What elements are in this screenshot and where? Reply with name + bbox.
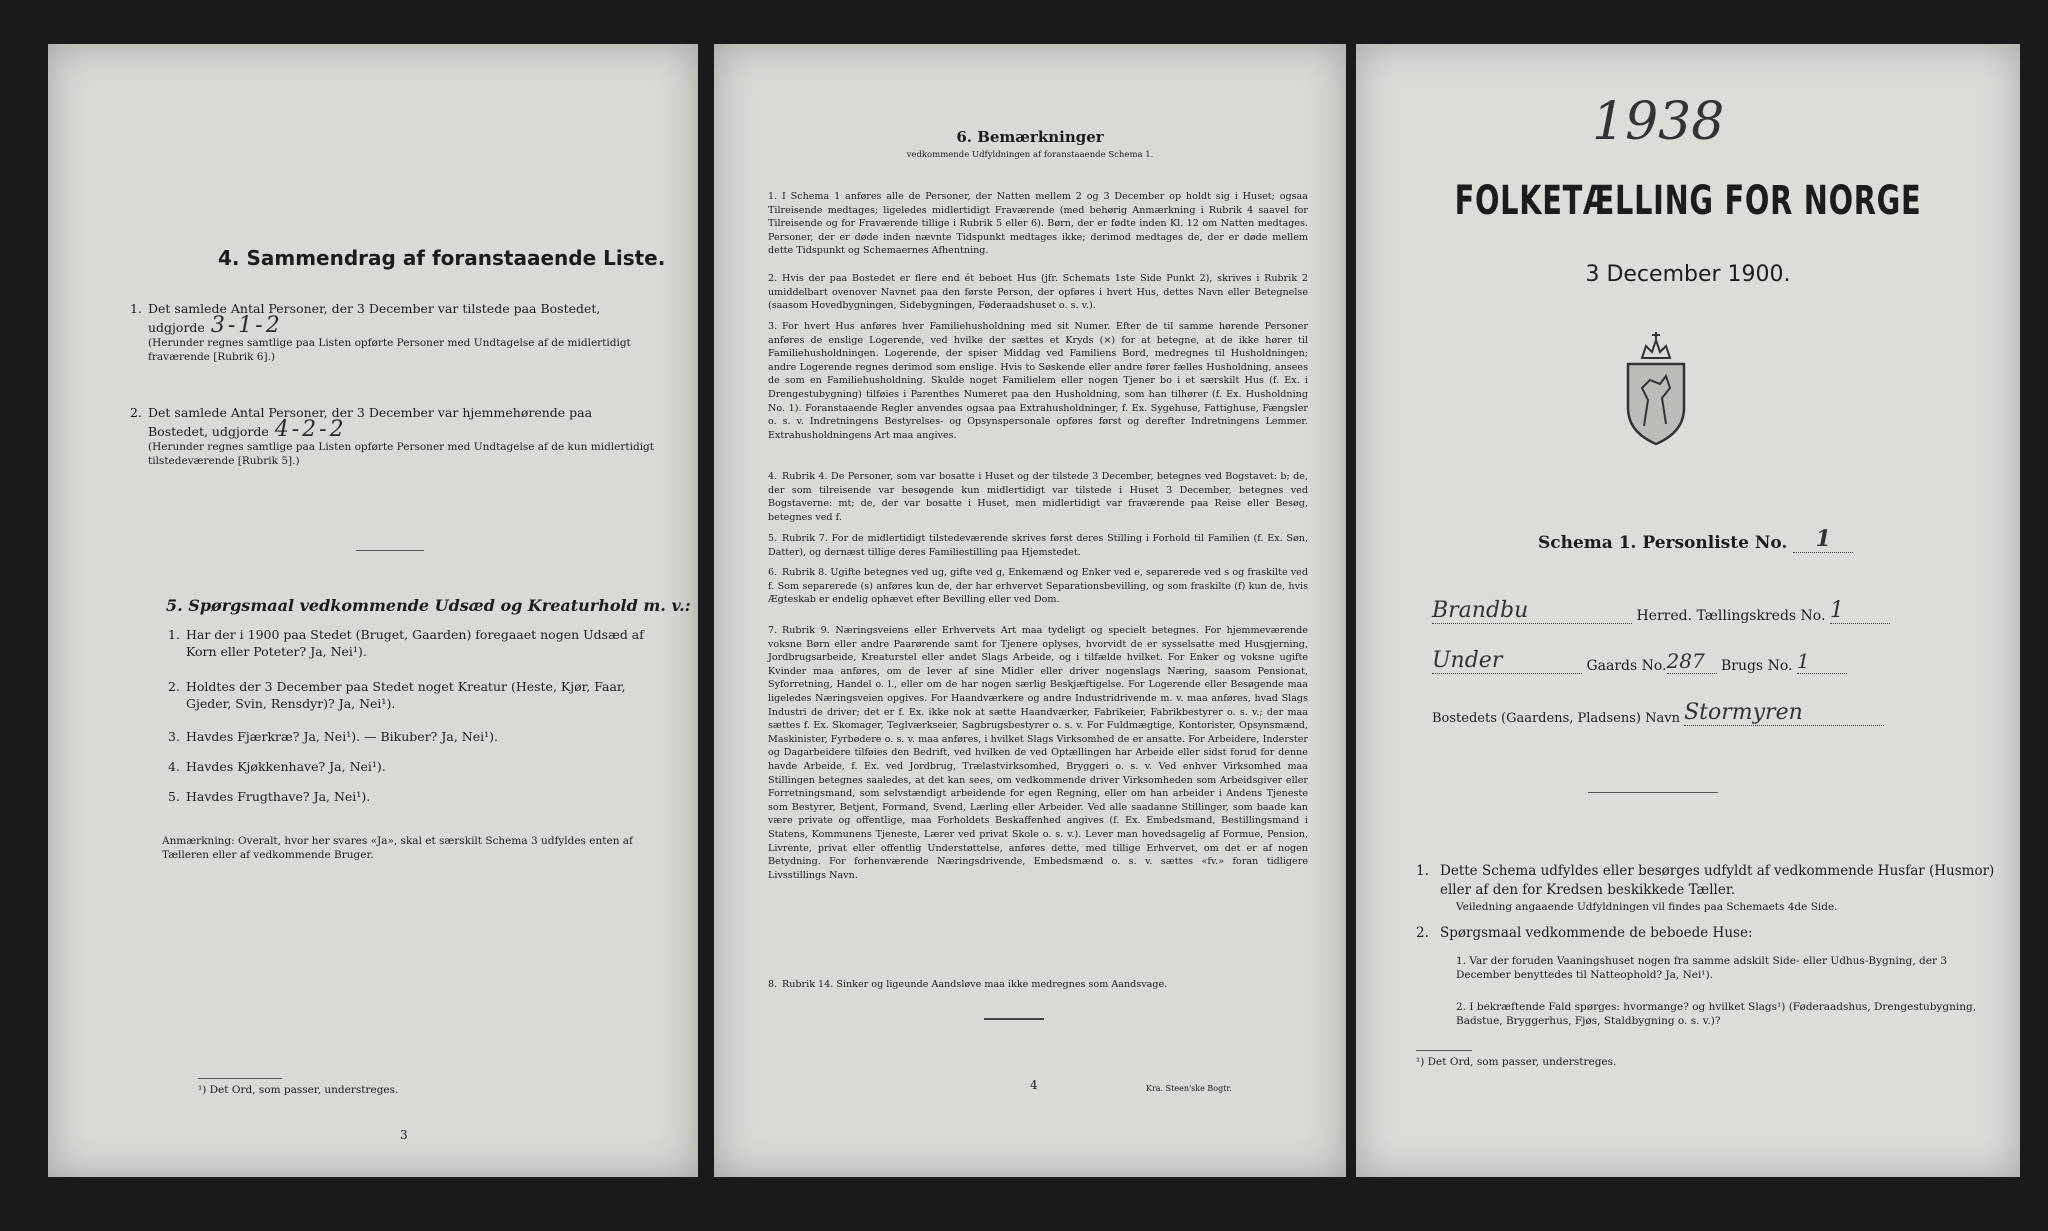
- question-2-line2: [148, 417, 660, 442]
- s5-question-2-number: 2.: [168, 679, 180, 694]
- divider: [356, 550, 424, 551]
- s5-question-3: [168, 728, 668, 745]
- remark-6-text: Rubrik 8. Ugifte betegnes ved ug, gifte ved g, Enkemænd og Enker ved e, separerede ved s og fraskilte ved f. Som separerede (s) anføres kun de, der har erhvervet Separationsbevilling, og som fraskilte (f) kun de, hvis Ægteskab er endelig ophævet efter Bevilling eller ved Dom.: [768, 567, 1308, 606]
- instruction-1: [1416, 862, 1996, 914]
- question-2-text: Det samlede Antal Personer, der 3 December var hjemmehørende paa: [148, 405, 593, 420]
- remark-2-text: Hvis der paa Bostedet er flere end ét beboet Hus (jfr. Schemats 1ste Side Punkt 2), skrives i Rubrik 2 umiddelbart ovenover Navnet paa den første Person, der opføres i hvert Hus, dettes Navn eller Betegnelse (saasom Hovedbygningen, Sidebygningen, Føderaadshuset o. s. v.).: [768, 273, 1308, 312]
- question-2-label: Bostedet, udgjorde: [148, 424, 269, 439]
- annotation-note: Anmærkning: Overalt, hvor her svares «Ja», skal et særskilt Schema 3 udfyldes enten af Tælleren eller af vedkommende Bruger.: [162, 835, 633, 861]
- remark-4-text: Rubrik 4. De Personer, som var bosatte i Huset og der tilstede 3 December, betegnes ved Bogstavet: b; de, der som tilreisende var besøgende kun midlertidigt var tilstede i Huset 3 December, betegnes ved Bogstaverne: mt; de, der var bosatte i Huset, men midlertidigt var fraværende paa Reise eller Besøg, betegnes ved f.: [768, 471, 1308, 523]
- instruction-2-text: Spørgsmaal vedkommende de beboede Huse:: [1440, 925, 1753, 941]
- instruction-1-text: Dette Schema udfyldes eller besørges udfyldt af vedkommende Husfar (Husmor) eller af den for Kredsen beskikkede Tæller.: [1440, 863, 1995, 898]
- remark-8-number: 8.: [768, 979, 778, 990]
- remark-1: [768, 190, 1308, 258]
- schema-heading: [1538, 526, 1853, 553]
- remark-6-number: 6.: [768, 567, 778, 578]
- s5-question-3-number: 3.: [168, 729, 180, 744]
- s5-question-4-text: Havdes Kjøkkenhave? Ja, Nei¹).: [186, 759, 386, 774]
- instruction-1-number: 1.: [1416, 863, 1429, 879]
- remark-8-text: Rubrik 14. Sinker og ligeunde Aandsløve maa ikke medregnes som Aandsvage.: [782, 979, 1168, 990]
- question-1-text: Det samlede Antal Personer, der 3 December var tilstede paa Bostedet,: [148, 301, 601, 316]
- page-1-cover: [1356, 44, 2020, 1177]
- s5-question-4: [168, 758, 668, 775]
- instruction-2: [1416, 924, 1996, 943]
- remark-6: [768, 566, 1308, 607]
- question-1-answer: 3-1-2: [210, 313, 283, 338]
- question-2-note: (Herunder regnes samtlige paa Listen opførte Personer med Undtagelse af de kun midlertidigt tilstedeværende [Rubrik 5].): [148, 441, 654, 467]
- question-1-number: 1.: [130, 301, 142, 316]
- page-3: [48, 44, 698, 1177]
- gaards-label: Gaards No.: [1586, 658, 1667, 674]
- s5-question-5-text: Havdes Frugthave? Ja, Nei¹).: [186, 789, 371, 804]
- census-title: FOLKETÆLLING FOR NORGE: [1454, 178, 1922, 224]
- under-value: Under: [1432, 648, 1582, 674]
- instruction-2-2: 2. I bekræftende Fald spørges: hvormange? og hvilket Slags¹) (Føderaadshus, Drengestubygning, Badstue, Bryggerhus, Fjøs, Staldbygning o. s. v.)?: [1456, 1001, 1977, 1027]
- page-4: [714, 44, 1346, 1177]
- remark-1-number: 1.: [768, 191, 778, 202]
- gaards-row: [1432, 648, 1847, 674]
- bosted-value: Stormyren: [1684, 700, 1884, 726]
- question-2-answer: 4-2-2: [274, 417, 347, 442]
- s5-question-1-number: 1.: [168, 627, 180, 642]
- footnote: ¹) Det Ord, som passer, understreges.: [1416, 1056, 1617, 1068]
- page-number: 4: [1030, 1078, 1038, 1092]
- remark-5-text: Rubrik 7. For de midlertidigt tilstedeværende skrives først deres Stilling i Forhold til Familien (f. Ex. Søn, Datter), og dernæst tillige deres Familiestilling paa Hjemstedet.: [768, 533, 1308, 558]
- question-1-line2: [148, 313, 660, 338]
- question-1-note: (Herunder regnes samtlige paa Listen opførte Personer med Undtagelse af de midlertidigt fraværende [Rubrik 6].): [148, 337, 631, 363]
- norwegian-coat-of-arms-icon: [1620, 328, 1692, 448]
- question-1: [130, 300, 660, 364]
- schema-label: Schema 1. Personliste No.: [1538, 533, 1788, 553]
- census-date: 3 December 1900.: [1585, 262, 1791, 287]
- remark-3-text: For hvert Hus anføres hver Familiehusholdning med sit Numer. Efter de til samme hørende Personer anføres de enslige Logerende, ved hvilke der sættes et Kryds (×) for at betegne, at de ikke hører til Familiehusholdningen. Logerende, der spiser Middag ved Familiens Bord, medregnes til Husholdningen; andre Logerende regnes derimod som enslige. Hvis to Søskende eller andre fører fælles Husholdning, ansees de som en Familiehusholdning. Skulde noget Familielem eller nogen Tjener bo i et særskilt Hus (f. Ex. i Drengestubygning) tilføies i Parenthes Numeret paa den Husholdning, som han tilhører (f. Ex. Husholdning No. 1). Foranstaaende Regler anvendes ogsaa paa Extrahusholdninger, f. Ex. Sygehuse, Fattighuse, Fængsler o. s. v. Indretningens Bestyrelses- og Opsynspersonale opføres først og derefter Indretningens Lemmer. Extrahusholdningens Art maa angives.: [768, 321, 1308, 441]
- herred-row: [1432, 598, 1890, 624]
- s5-question-2: [168, 678, 668, 712]
- footnote-rule: [198, 1078, 282, 1079]
- question-2-number: 2.: [130, 405, 142, 420]
- divider: [984, 1018, 1044, 1020]
- remark-7-number: 7.: [768, 625, 778, 636]
- remark-7-text: Rubrik 9. Næringsveiens eller Erhvervets Art maa tydeligt og specielt betegnes. For hjemmeværende voksne Børn eller andre Paarørende samt for Tjenere oplyses, hvorvidt de er sysselsatte med Husgjerning, Jordbrugsarbeide, Kreaturstel eller andet Slags Arbeide, og i tilfælde hvilket. For Enker og voksne ugifte Kvinder maa anføres, om de lever af sine Midler eller driver nogenslags Næring, saasom Pensionat, Syforretning, Handel o. l., eller om de har nogen særlig Beskjæftigelse. For Logerende eller Besøgende maa ligeledes Næringsveien opgives. For Haandværkere og andre Industridrivende m. v. maa anføres, hvad Slags Industri de driver; det er f. Ex. ikke nok at sætte Haandværker, Fabrikeier, Fabrikbestyrer o. s. v.; der maa sættes f. Ex. Skomager, Teglværkseier, Sagbrugsbestyrer o. s. v. For Fuldmægtige, Kontorister, Opsynsmænd, Maskinister, Fyrbødere o. s. v. maa anføres, i hvilket Slags Virksomhed de er ansatte. For Arbeidere, Inderster og Dagarbeidere tilføies den Bedrift, ved hvilken de ved Optællingen har Arbeide eller sidst forud for denne havde Arbeide, f. Ex. ved Jordbrug, Trælastvirksomhed, Bryggeri o. s. v. Ved enhver Virksomhed maa Stillingen betegnes saaledes, at det kan sees, om vedkommende driver Virksomheden som Arbeidsgiver eller Forretningsmand, som selvstændigt arbeidende for egen Regning, eller om han arbeider i Andens Tjeneste som Bestyrer, Betjent, Formand, Svend, Lærling eller Arbeider. Ved alle saadanne Stillinger, som baade kan være private og offentlige, maa Forholdets Beskaffenhed angives (f. Ex. Embedsmand, Bestillingsmand i Statens, Kommunens Tjeneste, Lærer ved privat Skole o. s. v.). Lever man hovedsagelig af Formue, Pension, Livrente, privat eller offentlig Understøttelse, anføres dette, med tillige Erhvervet, om det er af nogen Betydning. For forhenværende Næringsdrivende, Embedsmænd o. s. v. sættes «fv.» foran tidligere Livsstillings Navn.: [768, 625, 1308, 881]
- s5-question-1-text: Har der i 1900 paa Stedet (Bruget, Gaarden) foregaaet nogen Udsæd af Korn eller Poteter? Ja, Nei¹).: [186, 627, 644, 659]
- taellingskreds-value: 1: [1830, 598, 1890, 624]
- section-4-title: 4. Sammendrag af foranstaaende Liste.: [218, 246, 666, 270]
- remarks-title: 6. Bemærkninger: [956, 128, 1104, 146]
- question-1-label: udgjorde: [148, 320, 205, 335]
- brugs-label: Brugs No.: [1720, 658, 1793, 674]
- remark-3: [768, 320, 1308, 442]
- bosted-label: Bostedets (Gaardens, Pladsens) Navn: [1432, 711, 1680, 726]
- instruction-1-note: Veiledning angaaende Udfyldningen vil findes paa Schemaets 4de Side.: [1456, 901, 1838, 913]
- section-5-title: 5. Spørgsmaal vedkommende Udsæd og Kreaturhold m. v.:: [166, 596, 691, 615]
- personliste-number: 1: [1793, 526, 1853, 553]
- remark-2: [768, 272, 1308, 313]
- remark-7: [768, 624, 1308, 882]
- remark-3-number: 3.: [768, 321, 778, 332]
- gaards-value: 287: [1667, 649, 1717, 674]
- bosted-row: [1432, 700, 1884, 726]
- taellingskreds-label: Tællingskreds No.: [1696, 608, 1826, 624]
- printer-mark: Kra. Steen'ske Bogtr.: [1146, 1084, 1232, 1093]
- remark-4-number: 4.: [768, 471, 778, 482]
- s5-question-2-text: Holdtes der 3 December paa Stedet noget Kreatur (Heste, Kjør, Faar, Gjeder, Svin, Rensdyr)? Ja, Nei¹).: [186, 679, 626, 711]
- remark-1-text: I Schema 1 anføres alle de Personer, der Natten mellem 2 og 3 December op holdt sig i Huset; ogsaa Tilreisende medtages; ligeledes midlertidigt Fraværende (med behørig Anmærkning i Rubrik 4 saavel for Tilreisende og for Fraværende tillige i Rubrik 5 eller 6). Børn, der er fødte inden Kl. 12 om Natten medtages. Personer, der er døde inden nævnte Tidspunkt medtages ikke; derimod medtages de, der er døde mellem dette Tidspunkt og Schemaernes Afhentning.: [768, 191, 1308, 257]
- remark-5-number: 5.: [768, 533, 778, 544]
- s5-question-5: [168, 788, 668, 805]
- ornament-divider: [1588, 792, 1718, 793]
- s5-question-4-number: 4.: [168, 759, 180, 774]
- remark-4: [768, 470, 1308, 524]
- remark-8: [768, 978, 1308, 992]
- remarks-subtitle: vedkommende Udfyldningen af foranstaaende Schema 1.: [906, 150, 1154, 160]
- herred-label: Herred.: [1636, 608, 1693, 624]
- question-2: [130, 404, 660, 468]
- herred-value: Brandbu: [1432, 598, 1632, 624]
- s5-question-3-text: Havdes Fjærkræ? Ja, Nei¹). — Bikuber? Ja, Nei¹).: [186, 729, 498, 744]
- footnote: ¹) Det Ord, som passer, understreges.: [198, 1084, 399, 1096]
- remark-5: [768, 532, 1308, 559]
- remark-2-number: 2.: [768, 273, 778, 284]
- s5-question-1: [168, 626, 668, 660]
- page-number: 3: [400, 1128, 408, 1142]
- footnote-rule: [1416, 1050, 1472, 1051]
- instruction-2-1: 1. Var der foruden Vaaningshuset nogen fra samme adskilt Side- eller Udhus-Bygning, der 3 December benyttedes til Natteophold? Ja, Nei¹).: [1456, 955, 1947, 981]
- s5-question-5-number: 5.: [168, 789, 180, 804]
- instruction-2-number: 2.: [1416, 925, 1429, 941]
- brugs-value: 1: [1797, 649, 1847, 674]
- archive-number: 1938: [1592, 92, 1725, 152]
